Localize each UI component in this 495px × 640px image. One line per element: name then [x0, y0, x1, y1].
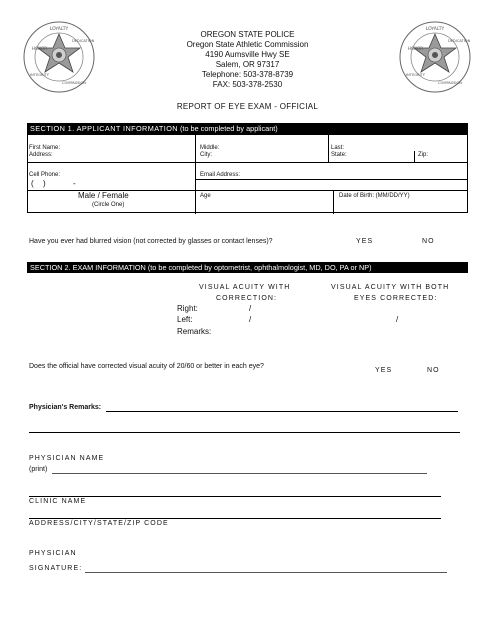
agency-name: OREGON STATE POLICE — [200, 30, 295, 39]
date-of-birth-field[interactable]: Date of Birth: (MM/DD/YY) — [339, 193, 410, 199]
acuity-both-eyes-heading-line1: VISUAL ACUITY WITH BOTH — [331, 284, 450, 291]
physician-name-line[interactable] — [52, 473, 427, 474]
remarks-label: Remarks: — [177, 327, 212, 336]
svg-text:LOYALTY: LOYALTY — [49, 27, 69, 32]
address-city-state-zip-label: ADDRESS/CITY/STATE/ZIP CODE — [29, 520, 169, 527]
state-field[interactable]: State: — [331, 152, 347, 158]
email-field[interactable]: Email Address: — [200, 172, 241, 178]
both-eyes-slash[interactable]: / — [396, 315, 399, 324]
right-eye-slash[interactable]: / — [249, 304, 252, 313]
address-line[interactable] — [29, 518, 441, 519]
physician-remarks-line-1[interactable] — [106, 411, 458, 412]
physician-remarks-line-2[interactable] — [29, 432, 460, 433]
physician-remarks-label: Physician's Remarks: — [29, 404, 102, 411]
svg-text:HONOR: HONOR — [408, 46, 424, 51]
middle-name-field[interactable]: Middle: — [200, 145, 220, 151]
street-address: 4190 Aumsville Hwy SE — [205, 50, 290, 59]
last-name-field[interactable]: Last: — [331, 145, 345, 151]
form-title: REPORT OF EYE EXAM - OFFICIAL — [176, 102, 319, 111]
phone-dash: - — [73, 179, 76, 188]
circle-one-note: (Circle One) — [92, 202, 125, 208]
physician-name-label: PHYSICIAN NAME — [29, 455, 105, 462]
corrected-no-option[interactable]: NO — [427, 367, 440, 374]
blurred-vision-question: Have you ever had blurred vision (not corrected by glasses or contact lenses)? — [29, 238, 273, 245]
phone-paren-close: ) — [43, 179, 46, 188]
right-eye-label: Right: — [177, 304, 198, 313]
svg-text:DEDICATION: DEDICATION — [72, 39, 95, 43]
fax: FAX: 503-378-2530 — [212, 80, 283, 89]
phone-paren-open: ( — [31, 179, 34, 188]
city-field[interactable]: City: — [200, 152, 212, 158]
telephone: Telephone: 503-378-8739 — [201, 70, 294, 79]
svg-text:HONOR: HONOR — [32, 46, 48, 51]
svg-text:COMPASSION: COMPASSION — [62, 81, 86, 85]
signature-label: SIGNATURE: — [29, 565, 83, 572]
commission-name: Oregon State Athletic Commission — [186, 40, 309, 49]
clinic-name-line[interactable] — [29, 496, 441, 497]
physician-label: PHYSICIAN — [29, 550, 77, 557]
section-2-heading: SECTION 2. EXAM INFORMATION (to be completed by optometrist, ophthalmologist, MD, DO, PA or NP) — [27, 262, 468, 273]
section-1-heading: SECTION 1. APPLICANT INFORMATION (to be completed by applicant) — [27, 123, 468, 134]
acuity-correction-heading-line2: CORRECTION: — [216, 295, 278, 302]
svg-text:LOYALTY: LOYALTY — [425, 27, 445, 32]
cell-phone-field[interactable]: Cell Phone: — [29, 172, 61, 178]
clinic-name-label: CLINIC NAME — [29, 498, 87, 505]
print-label: (print) — [29, 466, 48, 473]
acuity-correction-heading-line1: VISUAL ACUITY WITH — [199, 284, 291, 291]
first-name-field[interactable]: First Name: — [29, 145, 61, 151]
svg-text:COMPASSION: COMPASSION — [438, 81, 462, 85]
blurred-yes-option[interactable]: YES — [356, 238, 374, 245]
corrected-yes-option[interactable]: YES — [375, 367, 393, 374]
svg-text:DEDICATION: DEDICATION — [448, 39, 471, 43]
svg-text:INTEGRITY: INTEGRITY — [406, 73, 425, 77]
signature-line[interactable] — [85, 572, 447, 573]
svg-text:INTEGRITY: INTEGRITY — [30, 73, 49, 77]
left-eye-label: Left: — [177, 315, 193, 324]
left-eye-slash[interactable]: / — [249, 315, 252, 324]
gender-options[interactable]: Male / Female — [78, 191, 129, 200]
acuity-both-eyes-heading-line2: EYES CORRECTED: — [354, 295, 438, 302]
corrected-acuity-question: Does the official have corrected visual acuity of 20/60 or better in each eye? — [29, 363, 264, 370]
address-field[interactable]: Address: — [29, 152, 53, 158]
city-state-zip: Salem, OR 97317 — [215, 60, 280, 69]
age-field[interactable]: Age — [200, 193, 211, 199]
blurred-no-option[interactable]: NO — [422, 238, 435, 245]
zip-field[interactable]: Zip: — [418, 152, 429, 158]
